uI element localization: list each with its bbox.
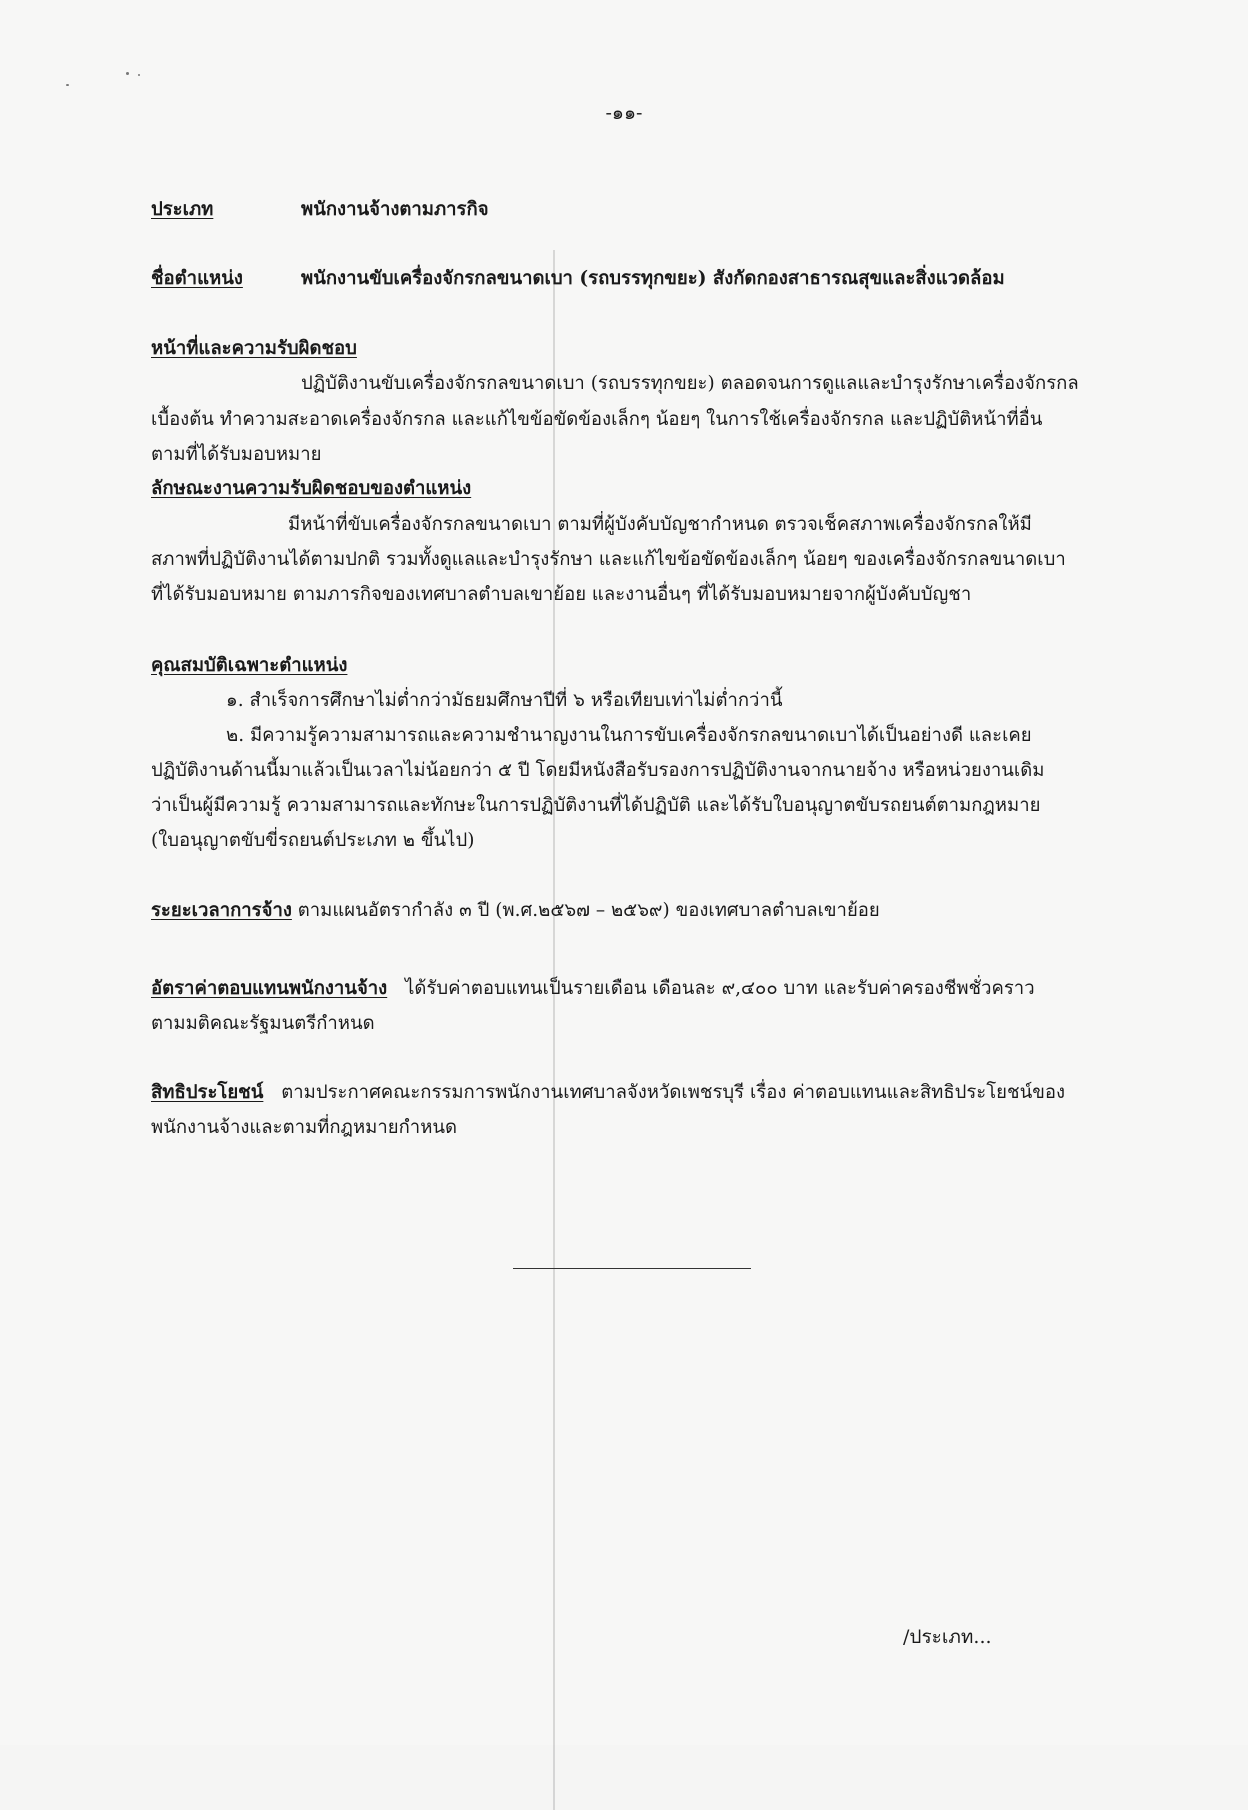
qualification-item-2-line: ว่าเป็นผู้มีความรู้ ความสามารถและทักษะในการปฏิบัติงานที่ได้ปฏิบัติ และได้รับใบอนุญาตขับรถยนต์ตามกฎหมาย xyxy=(151,795,1041,816)
scan-fold-line xyxy=(553,250,555,1810)
characteristics-line: ที่ได้รับมอบหมาย ตามภารกิจของเทศบาลตำบลเขาย้อย และงานอื่นๆ ที่ได้รับมอบหมายจากผู้บังคับบัญชา xyxy=(151,584,972,605)
duties-line: ปฏิบัติงานขับเครื่องจักรกลขนาดเบา (รถบรรทุกขยะ) ตลอดจนการดูแลและบำรุงรักษาเครื่องจักรกล xyxy=(301,373,1079,394)
compensation-line-2: ตามมติคณะรัฐมนตรีกำหนด xyxy=(151,1013,375,1034)
benefits-line-2: พนักงานจ้างและตามที่กฎหมายกำหนด xyxy=(151,1117,458,1138)
type-value: พนักงานจ้างตามภารกิจ xyxy=(301,199,489,220)
end-of-section-rule xyxy=(513,1268,751,1269)
continuation-marker: /ประเภท... xyxy=(903,1626,992,1648)
qualification-item-2-line: ปฏิบัติงานด้านนี้มาแล้วเป็นเวลาไม่น้อยกว่า ๕ ปี โดยมีหนังสือรับรองการปฏิบัติงานจากนายจ้าง หรือหน่วยงานเดิม xyxy=(151,760,1045,781)
position-value: พนักงานขับเครื่องจักรกลขนาดเบา (รถบรรทุกขยะ) สังกัดกองสาธารณสุขและสิ่งแวดล้อม xyxy=(301,268,1005,289)
compensation-line-1: ได้รับค่าตอบแทนเป็นรายเดือน เดือนละ ๙,๔๐๐ บาท และรับค่าครองชีพชั่วคราว xyxy=(405,978,1035,999)
compensation-label: อัตราค่าตอบแทนพนักงานจ้าง xyxy=(151,978,388,999)
scan-speck xyxy=(138,74,140,76)
benefits-line-1: ตามประกาศคณะกรรมการพนักงานเทศบาลจังหวัดเพชรบุรี เรื่อง ค่าตอบแทนและสิทธิประโยชน์ของ xyxy=(281,1082,1066,1103)
qualification-item-2: ๒. มีความรู้ความสามารถและความชำนาญงานในการขับเครื่องจักรกลขนาดเบาได้เป็นอย่างดี และเคย xyxy=(226,725,1032,746)
duties-heading: หน้าที่และความรับผิดชอบ xyxy=(151,338,357,359)
position-label: ชื่อตำแหน่ง xyxy=(151,268,243,289)
duration-label: ระยะเวลาการจ้าง xyxy=(151,900,292,921)
duties-line: ตามที่ได้รับมอบหมาย xyxy=(151,444,322,465)
duration-value: ตามแผนอัตรากำลัง ๓ ปี (พ.ศ.๒๕๖๗ – ๒๕๖๙) ของเทศบาลตำบลเขาย้อย xyxy=(297,900,880,921)
qualification-item-2-line: (ใบอนุญาตขับขี่รถยนต์ประเภท ๒ ขึ้นไป) xyxy=(151,830,475,851)
employment-duration xyxy=(151,899,880,923)
duties-line: เบื้องต้น ทำความสะอาดเครื่องจักรกล และแก้ไขข้อขัดข้องเล็กๆ น้อยๆ ในการใช้เครื่องจักรกล และปฏิบัติหน้าที่อื่น xyxy=(151,409,1043,430)
qualification-item-1: ๑. สำเร็จการศึกษาไม่ต่ำกว่ามัธยมศึกษาปีที่ ๖ หรือเทียบเท่าไม่ต่ำกว่านี้ xyxy=(226,690,783,711)
characteristics-line: มีหน้าที่ขับเครื่องจักรกลขนาดเบา ตามที่ผู้บังคับบัญชากำหนด ตรวจเช็คสภาพเครื่องจักรกลให้มี xyxy=(288,514,1032,535)
type-label: ประเภท xyxy=(151,199,214,220)
scan-speck xyxy=(126,72,129,75)
compensation xyxy=(151,977,1035,1001)
page-number: -๑๑- xyxy=(605,102,643,124)
benefits-label: สิทธิประโยชน์ xyxy=(151,1082,264,1103)
scan-speck xyxy=(66,84,69,86)
qualifications-heading: คุณสมบัติเฉพาะตำแหน่ง xyxy=(151,655,348,676)
benefits xyxy=(151,1081,1065,1105)
characteristics-heading: ลักษณะงานความรับผิดชอบของตำแหน่ง xyxy=(151,478,472,499)
characteristics-line: สภาพที่ปฏิบัติงานได้ตามปกติ รวมทั้งดูแลและบำรุงรักษา และแก้ไขข้อขัดข้องเล็กๆ น้อยๆ ของเครื่องจักรกลขนาดเบา xyxy=(151,549,1066,570)
